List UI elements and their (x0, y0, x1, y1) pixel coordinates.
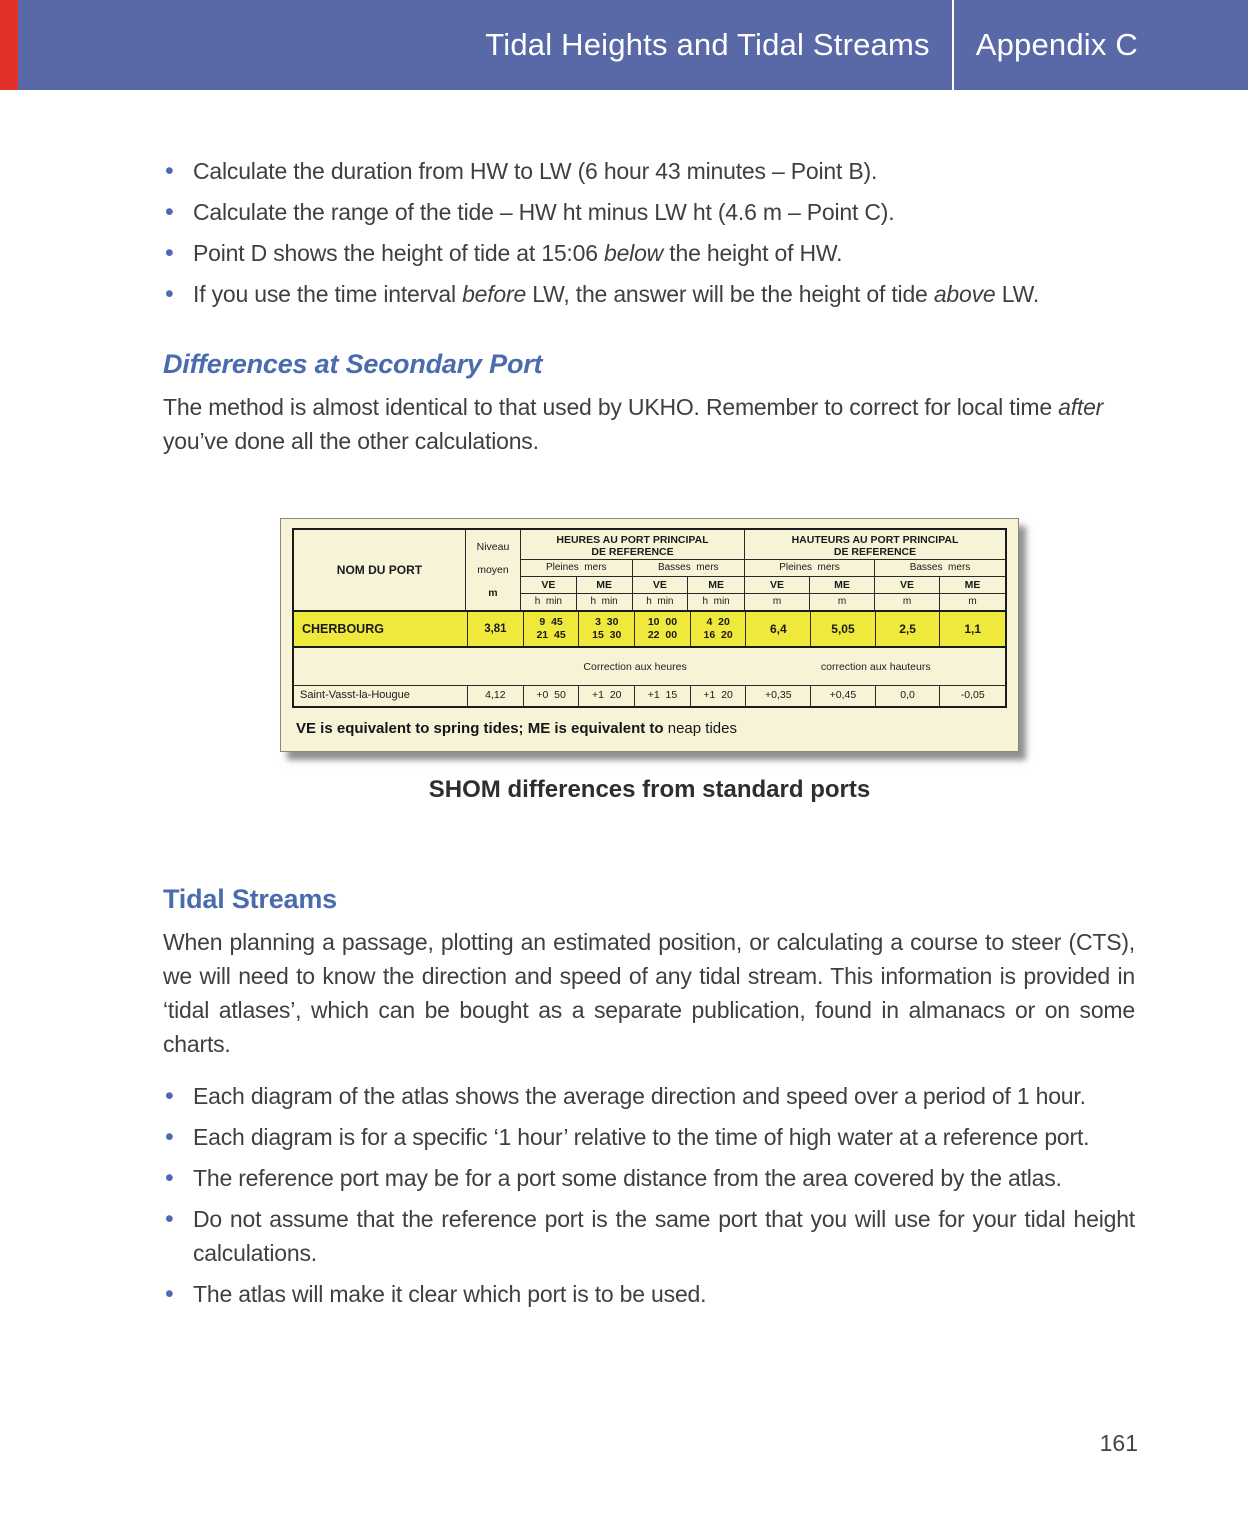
unit-m-label: m (875, 594, 940, 610)
bullet-text: Calculate the range of the tide – HW ht minus LW ht (4.6 m – Point C). (193, 199, 895, 225)
bullet-dot: • (165, 1205, 174, 1233)
bullet-item (163, 1120, 1135, 1154)
bullet-item (163, 1079, 1135, 1113)
page-title: Tidal Heights and Tidal Streams (485, 27, 930, 62)
bullet-item (163, 154, 1135, 188)
correction-hauteurs-label: correction aux hauteurs (820, 660, 931, 673)
bullet-list-top (163, 154, 1135, 311)
appendix-label: Appendix C (975, 27, 1138, 62)
corrections-band (294, 648, 1005, 686)
section-heading-differences: Differences at Secondary Port (163, 349, 543, 379)
me-label: ME (964, 579, 981, 591)
page-number: 161 (1099, 1430, 1138, 1456)
cherbourg-row (294, 612, 1005, 648)
height-cell: 1,1 (964, 622, 982, 636)
hauteurs-group (745, 530, 1005, 610)
shom-figure (280, 518, 1019, 804)
unit-row (521, 594, 744, 610)
height-cell: 2,5 (876, 612, 941, 646)
group-title-line: DE REFERENCE (833, 546, 917, 558)
niveau-unit: m (488, 586, 498, 599)
unit-time-label: h min (577, 594, 633, 610)
hauteurs-group-title (745, 530, 1005, 560)
group-title-line: HAUTEURS AU PORT PRINCIPAL (791, 534, 959, 546)
height-correction-cell: +0,35 (746, 686, 811, 706)
secondary-port-paragraph: The method is almost identical to that used by UKHO. Remember to correct for local time after you’ve done all the other calculations. (163, 394, 1104, 454)
niveau-value-cell: 4,12 (468, 686, 524, 706)
bullet-dot: • (165, 1164, 174, 1192)
bullet-list-bottom (163, 1079, 1135, 1311)
basses-mers-label: Basses mers (909, 562, 971, 573)
bullet-text: The reference port may be for a port some distance from the area covered by the atlas. (193, 1165, 1062, 1191)
height-correction-cell: -0,05 (960, 689, 985, 701)
tide-kind-row (745, 560, 1005, 577)
group-title-line: DE REFERENCE (591, 546, 674, 558)
bullet-item (163, 195, 1135, 229)
height-cell: 6,4 (746, 612, 811, 646)
port-header-cell: NOM DU PORT (294, 530, 466, 610)
niveau-line: moyen (477, 563, 509, 576)
height-correction-cell: +0,45 (811, 686, 876, 706)
bullet-dot: • (165, 1280, 174, 1308)
ve-me-row (521, 577, 744, 594)
height-cell: 5,05 (811, 612, 876, 646)
niveau-header-cell (466, 530, 521, 610)
niveau-value-cell: 3,81 (468, 612, 524, 646)
bullet-text: Each diagram is for a specific ‘1 hour’ relative to the time of high water at a reference port. (193, 1124, 1090, 1150)
ve-label: VE (633, 577, 689, 593)
ve-label: VE (521, 577, 577, 593)
time-cell: 10 00 22 00 (635, 612, 691, 646)
ve-me-row (745, 577, 1005, 594)
tide-kind-row (521, 560, 744, 577)
bullet-dot: • (165, 280, 174, 308)
bullet-dot: • (165, 157, 174, 185)
unit-m-label: m (968, 596, 977, 607)
bullet-item (163, 1202, 1135, 1270)
bullet-text: Calculate the duration from HW to LW (6 hour 43 minutes – Point B). (193, 158, 878, 184)
pleines-mers-label: Pleines mers (745, 560, 875, 576)
header-divider (952, 0, 954, 90)
unit-time-label: h min (521, 594, 577, 610)
correction-heures-label: Correction aux heures (583, 660, 687, 673)
niveau-line: Niveau (476, 541, 510, 554)
header-band (0, 0, 1248, 90)
bullet-text: The atlas will make it clear which port is to be used. (193, 1281, 707, 1307)
me-label: ME (810, 577, 875, 593)
ve-label: VE (745, 577, 810, 593)
bullet-item (163, 277, 1135, 311)
figure-caption: SHOM differences from standard ports (428, 776, 871, 803)
basses-mers-label: Basses mers (657, 562, 719, 573)
unit-m-label: m (745, 594, 810, 610)
bullet-item (163, 1277, 1135, 1311)
bullet-text: Each diagram of the atlas shows the average direction and speed over a period of 1 hour. (193, 1083, 1086, 1109)
header-text (485, 0, 1248, 90)
bullet-dot: • (165, 1123, 174, 1151)
bullet-item (163, 1161, 1135, 1195)
pleines-mers-label: Pleines mers (521, 560, 633, 576)
unit-row (745, 594, 1005, 610)
unit-time-label: h min (702, 596, 730, 607)
time-cell: 4 20 16 20 (691, 612, 747, 646)
tidal-streams-paragraph: When planning a passage, plotting an estimated position, or calculating a course to steer (CTS), we will need to know the direction and speed of any tidal stream. This information is provided in ‘tidal atlases’, which can be bought as a separate publication, found in almanacs or on some charts. (163, 929, 1135, 1057)
unit-time-label: h min (633, 594, 689, 610)
shom-table (292, 528, 1007, 708)
table-header (294, 530, 1005, 612)
shom-table-card (280, 518, 1019, 752)
table-note: VE is equivalent to spring tides; ME is equivalent to neap tides (296, 720, 737, 737)
port-name-cell: Saint-Vasst-la-Hougue (294, 686, 468, 706)
time-cell: 3 30 15 30 (579, 612, 635, 646)
bullet-dot: • (165, 198, 174, 226)
unit-m-label: m (810, 594, 875, 610)
heures-group (521, 530, 745, 610)
bullet-text: If you use the time interval before LW, the answer will be the height of tide above LW. (193, 281, 1040, 307)
ve-label: VE (875, 577, 940, 593)
bullet-text: Do not assume that the reference port is the same port that you will use for your tidal height calculations. (193, 1206, 1135, 1266)
time-correction-cell: +0 50 (524, 686, 580, 706)
time-correction-cell: +1 20 (579, 686, 635, 706)
me-label: ME (577, 577, 633, 593)
bullet-item (163, 236, 1135, 270)
bullet-text: Point D shows the height of tide at 15:06 below the height of HW. (193, 240, 843, 266)
time-correction-cell: +1 20 (691, 686, 747, 706)
heures-group-title (521, 530, 744, 560)
bullet-dot: • (165, 239, 174, 267)
height-correction-cell: 0,0 (876, 686, 941, 706)
section-heading-tidal-streams: Tidal Streams (163, 884, 337, 914)
saint-vaast-row (294, 686, 1005, 706)
group-title-line: HEURES AU PORT PRINCIPAL (556, 534, 709, 546)
page-content (0, 154, 1248, 1311)
port-name-cell: CHERBOURG (294, 612, 468, 646)
red-stripe (0, 0, 18, 90)
me-label: ME (708, 579, 724, 591)
time-cell: 9 45 21 45 (524, 612, 580, 646)
bullet-dot: • (165, 1082, 174, 1110)
time-correction-cell: +1 15 (635, 686, 691, 706)
